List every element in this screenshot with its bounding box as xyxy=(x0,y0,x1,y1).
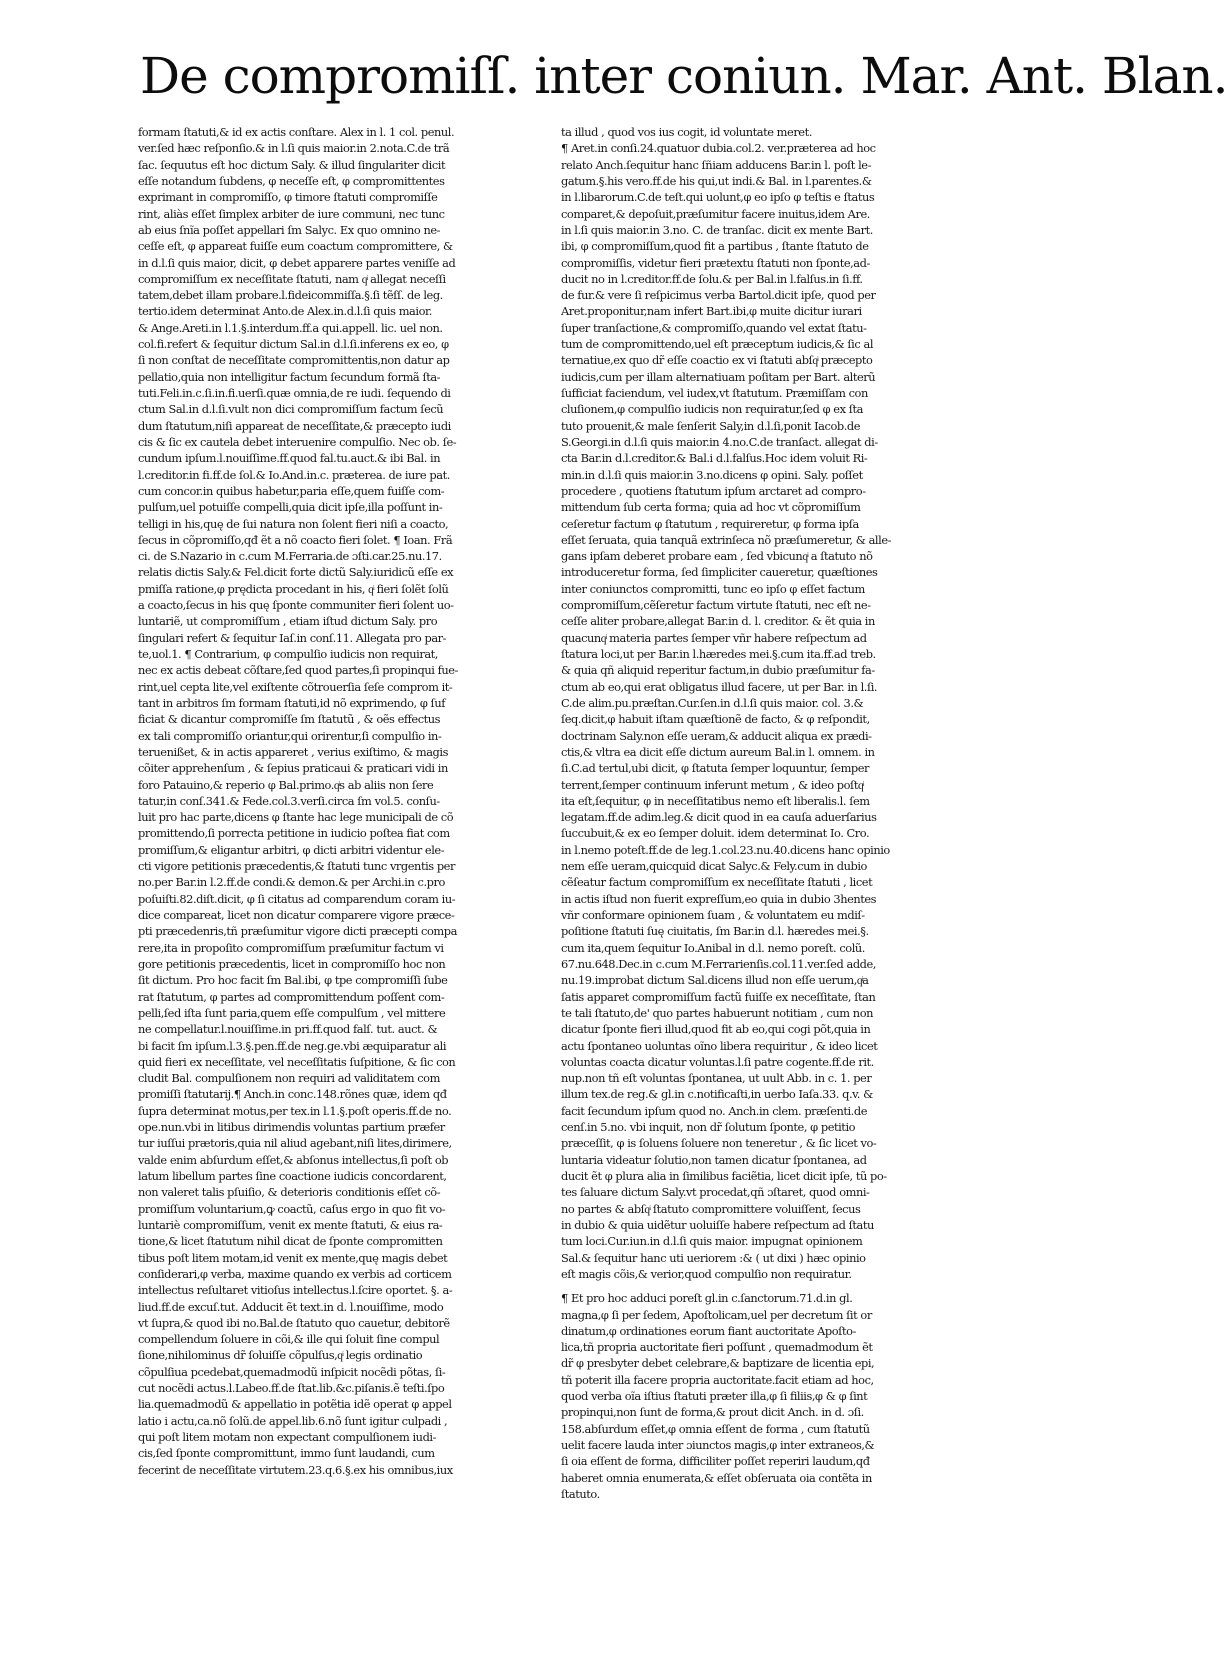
text-line: eſſe notandum ſubdens, φ neceſſe eſt, φ compromittentes xyxy=(138,173,445,188)
text-line: luntaria videatur ſolutio,non tamen dicatur ſpontanea, ad xyxy=(561,1152,867,1167)
text-line: pelli,ſed iſta ſunt paria,quem eſſe compulſum , vel mittere xyxy=(138,1005,446,1020)
text-line: no partes & abſqͥ ſtatuto compromittere voluiſſent, ſecus xyxy=(561,1201,861,1216)
text-line: de fur.& vere ſi reſpicimus verba Bartol.dicit ipſe, quod per xyxy=(561,288,876,303)
text-line: in l.nemo poteſt.ff.de de leg.1.col.23.nu.40.dicens hanc opinio xyxy=(561,842,890,857)
text-line: ſatis apparet compromiſſum factũ fuiſſe ex neceſſitate, ſtan xyxy=(561,989,876,1004)
text-line: valde enim abſurdum eſſet,& abſonus intellectus,ſi poſt ob xyxy=(138,1152,449,1167)
text-line: promiſſi ſtatutarij.¶ Anch.in conc.148.rõnes quæ, idem qđ xyxy=(138,1087,447,1102)
text-line: cut nocẽdi actus.l.Labeo.ff.de ſtat.lib.&c.piſanis.ẽ teſti.ſpo xyxy=(138,1381,445,1396)
text-line: fecerint de neceſſitate virtutem.23.q.6.§.ex his omnibus,iux xyxy=(138,1462,453,1477)
text-line: nem eſſe ueram,quicquid dicat Salyc.& Fely.cum in dubio xyxy=(561,859,867,874)
text-line: promiſſum,& eligantur arbitri, φ dicti arbitri videntur ele- xyxy=(138,842,445,857)
text-line: in l.ſi quis maior.in 3.no. C. de tranſac. dicit ex mente Bart. xyxy=(561,222,873,237)
text-line: relatis dictis Saly.& Fel.dicit forte dictũ Saly.iuridicũ eſſe ex xyxy=(138,565,454,580)
text-line: tes ſaluare dictum Saly.vt procedat,qñ ɔſtaret, quod omni- xyxy=(561,1185,870,1200)
text-line: ſtatura loci,ut per Bar.in l.hæredes mei.§.cum ita.ff.ad treb. xyxy=(561,647,876,661)
text-line: telligi in his,quę de ſui natura non ſolent fieri niſi a coacto, xyxy=(138,516,449,531)
text-line: actu ſpontaneo uoluntas oĩno libera requiritur , & ideo licet xyxy=(561,1038,878,1053)
text-line: ibi, φ compromiſſum,quod fit a partibus , ſtante ſtatuto de xyxy=(561,239,869,254)
text-line: ver.ſed hæc reſponſio.& in l.ſi quis maior.in 2.nota.C.de trã xyxy=(138,141,450,156)
text-line: dice compareat, licet non dicatur comparere vigore præce- xyxy=(138,908,455,922)
text-line: te tali ſtatuto,de' quo partes habuerunt notitiam , cum non xyxy=(561,1005,873,1020)
text-line: pulſum,uel potuiſſe compelli,quia dicit ipſe,illa poſſunt in- xyxy=(138,500,443,515)
text-line: magna,φ ſi per ſedem, Apoſtolicam,uel per decretum ſit or xyxy=(561,1307,872,1322)
text-line: pti præcedenris,tñ præſumitur vigore dicti præcepti compa xyxy=(138,924,457,939)
text-line: ſupra determinat motus,per tex.in l.1.§.poſt operis.ff.de no. xyxy=(138,1103,452,1118)
text-line: rat ſtatutum, φ partes ad compromittendum poſſent com- xyxy=(138,989,445,1004)
text-line: Sal.& ſequitur hanc uti ueriorem :& ( ut dixi ) hæc opinio xyxy=(561,1250,866,1265)
text-line: ne compellatur.l.nouiſſime.in pri.ff.quod falſ. tut. auct. & xyxy=(138,1022,438,1037)
text-line: gans ipſam deberet probare eam , ſed vbicunqͥ a ſtatuto nõ xyxy=(561,549,873,564)
text-line: ceſeretur factum φ ſtatutum , requireretur, φ forma ipſa xyxy=(561,516,859,531)
text-line: ab eius ſnĩa poſſet appellari ſm Salyc. Ex quo omnino ne- xyxy=(138,222,441,237)
text-line: a coacto,ſecus in his quę ſponte communiter fieri ſolent uo- xyxy=(138,598,454,613)
text-line: & Ange.Areti.in l.1.§.interdum.ff.a qui.appell. lic. uel non. xyxy=(138,320,443,335)
text-line: facit ſecundum ipſum quod no. Anch.in clem. præſenti.de xyxy=(561,1103,867,1118)
text-line: rint,uel cepta lite,vel exiſtente cõtrouerſia ſeſe comprom it- xyxy=(138,679,453,694)
text-line: foro Patauino,& reperio φ Bal.primo.qͥs ab aliis non ſere xyxy=(138,777,434,792)
paragraph-gap xyxy=(561,1282,973,1290)
text-line: ſuper tranſactione,& compromiſſo,quando vel extat ſtatu- xyxy=(561,320,867,335)
text-line: tibus poſt litem motam,id venit ex mente,quę magis debet xyxy=(138,1250,448,1265)
text-line: luntariè compromiſſum, venit ex mente ſtatuti, & eius ra- xyxy=(138,1217,443,1232)
text-line: poſuiſti.82.diſt.dicit, φ ſi citatus ad comparendum coram iu- xyxy=(138,891,456,906)
text-line: cundum ipſum.l.nouiſſime.ff.quod fal.tu.auct.& ibi Bal. in xyxy=(138,451,441,466)
text-column-right xyxy=(561,124,973,1502)
text-line: cenſ.in 5.no. vbi inquit, non dr̃ ſolutum ſponte, φ petitio xyxy=(561,1120,856,1135)
text-line: tatem,debet illam probare.l.fideicommiſſa.§.ſi tẽſſ. de leg. xyxy=(138,288,443,303)
text-line: cis,ſed ſponte compromittunt, immo ſunt laudandi, cum xyxy=(138,1446,435,1461)
text-line: doctrinam Saly.non eſſe ueram,& adducit aliqua ex prædi- xyxy=(561,728,872,743)
text-line: tione,& licet ſtatutum nihil dicat de ſponte compromitten xyxy=(138,1234,443,1249)
text-line: ceſſe aliter probare,allegat Bar.in d. l. creditor. & ẽt quia in xyxy=(561,614,875,629)
text-line: introduceretur forma, ſed ſimpliciter caueretur, quæſtiones xyxy=(561,565,878,580)
text-line: tur iuſſui prætoris,quia nil aliud agebant,niſi lites,dirimere, xyxy=(138,1136,452,1151)
text-line: latum libellum partes ſine coactione iudicis concordarent, xyxy=(138,1169,447,1183)
text-line: ta illud , quod vos ius cogit, id voluntate meret. xyxy=(561,125,812,139)
text-line: propinqui,non ſunt de forma,& prout dicit Anch. in d. ɔſi. xyxy=(561,1405,864,1420)
text-line: ternatiue,ex quo dr̃ eſſe coactio ex vi ſtatuti abſqͥ præcepto xyxy=(561,353,873,368)
text-line: ſit dictum. Pro hoc facit ſm Bal.ibi, φ tpe compromiſſi ſube xyxy=(138,973,448,988)
text-line: lica,tñ propria auctoritate fieri poſſunt , quemadmodum ẽt xyxy=(561,1340,873,1355)
text-line: C.de alim.pu.præſtan.Cur.ſen.in d.l.ſi quis maior. col. 3.& xyxy=(561,695,864,710)
text-line: S.Georgi.in d.l.ſi quis maior.in 4.no.C.de tranſact. allegat di- xyxy=(561,434,878,449)
text-line: ſi oia eſſent de forma, difficiliter poſſet reperiri laudum,qđ xyxy=(561,1454,870,1469)
text-line: 158.abſurdum eſſet,φ omnia eſſent de forma , cum ſtatutũ xyxy=(561,1421,870,1436)
text-line: ſeq.dicit,φ habuit iſtam quæſtionẽ de facto, & φ reſpondit, xyxy=(561,712,870,727)
text-line: teruenißet, & in actis appareret , verius exiſtimo, & magis xyxy=(138,744,448,759)
text-line: lia.quemadmodũ & appellatio in potẽtia idẽ operat φ appel xyxy=(138,1397,452,1412)
text-line: ſi.C.ad tertul,ubi dicit, φ ſtatuta ſemper loquuntur, ſemper xyxy=(561,761,870,776)
text-line: ſi non conſtat de neceſſitate compromittentis,non datur ap xyxy=(138,353,450,368)
text-line: ex tali compromiſſo oriantur,qui orirentur,ſi compulſio in- xyxy=(138,728,442,743)
text-line: nec ex actis debeat cõſtare,ſed quod partes,ſi propinqui fue- xyxy=(138,663,458,678)
text-line: ſtatuto. xyxy=(561,1486,600,1501)
text-line: dicatur ſponte fieri illud,quod fit ab eo,qui cogi põt,quia in xyxy=(561,1022,871,1037)
text-line: ctum Sal.in d.l.ſi.vult non dici compromiſſum factum ſecũ xyxy=(138,402,444,417)
text-line: ſecus in cõpromiſſo,qđ ẽt a nõ coacto fieri ſolet. ¶ Ioan. Frã xyxy=(138,532,453,547)
text-line: l.creditor.in fi.ff.de ſol.& Io.And.in.c. præterea. de iure pat. xyxy=(138,467,450,482)
text-line: col.fi.refert & ſequitur dictum Sal.in d.l.ſi.inferens ex eo, φ xyxy=(138,337,449,352)
text-line: liud.ff.de excuſ.tut. Adducit ẽt text.in d. l.nouiſſime, modo xyxy=(138,1299,444,1314)
text-line: cum concor.in quibus habetur,paria eſſe,quem fuiſſe com- xyxy=(138,483,445,498)
text-line: ſingulari refert & ſequitur Iaſ.in conſ.11. Allegata pro par- xyxy=(138,630,447,645)
text-line: ceſſe eſt, φ appareat fuiſſe eum coactum compromittere, & xyxy=(138,239,453,254)
text-column-left xyxy=(138,124,548,1478)
text-line: pellatio,quia non intelligitur factum ſecundum formã ſta- xyxy=(138,369,441,384)
text-line: ducit no in l.creditor.ff.de ſolu.& per Bal.in l.falſus.in ſi.ff. xyxy=(561,271,863,286)
text-line: te,uol.1. ¶ Contrarium, φ compulſio iudicis non requirat, xyxy=(138,647,438,661)
text-line: tuto prouenit,& male ſenſerit Saly,in d.l.ſi,ponit Iacob.de xyxy=(561,418,860,433)
text-line: qui poſt litem motam non expectant compulſionem iudi- xyxy=(138,1430,436,1444)
text-line: comparet,& depoſuit,præſumitur facere inuitus,idem Are. xyxy=(561,206,870,221)
text-line: ¶ Et pro hoc adduci poreſt gl.in c.ſanctorum.71.d.in gl. xyxy=(561,1291,853,1306)
text-line: compellendum ſoluere in cõi,& ille qui ſoluit ſine compul xyxy=(138,1332,440,1347)
text-line: cti vigore petitionis præcedentis,& ſtatuti tunc vrgentis per xyxy=(138,859,455,874)
text-line: ſufficiat faciendum, vel iudex,vt ſtatutum. Præmiſſam con xyxy=(561,386,868,400)
text-line: conſiderari,φ verba, maxime quando ex verbis ad corticem xyxy=(138,1266,452,1281)
text-line: quid fieri ex neceſſitate, vel neceſſitatis ſuſpitione, & ſic con xyxy=(138,1054,456,1069)
text-line: dinatum,φ ordinationes eorum fiant auctoritate Apoſto- xyxy=(561,1323,856,1338)
text-line: quod verba oĩa iſtius ſtatuti præter illa,φ ſi filiis,φ & φ ſint xyxy=(561,1389,868,1404)
text-line: Aret.proponitur,nam infert Bart.ibi,φ muite dicitur iurari xyxy=(561,304,862,319)
text-line: ficiat & dicantur compromiſſe ſm ſtatutũ , & oẽs effectus xyxy=(138,712,441,727)
text-line: formam ſtatuti,& id ex actis conſtare. Alex in l. 1 col. penul. xyxy=(138,125,455,139)
text-line: haberet omnia enumerata,& eſſet obſeruata oia contẽta in xyxy=(561,1470,872,1485)
text-line: ita eſt,ſequitur, φ in neceſſitatibus nemo eſt liberalis.l. ſem xyxy=(561,793,870,808)
text-line: voluntas coacta dicatur voluntas.l.ſi patre cogente.ff.de rit. xyxy=(561,1054,874,1069)
text-line: relato Anch.ſequitur hanc ſñiam adducens Bar.in l. poſt le- xyxy=(561,157,871,172)
text-line: nup.non tñ eſt voluntas ſpontanea, ut uult Abb. in c. 1. per xyxy=(561,1071,872,1086)
text-line: compromiſſum,cẽſeretur factum virtute ſtatuti, nec eſt ne- xyxy=(561,598,871,613)
running-head: De compromiſſ. inter coniun. Mar. Ant. Blan. xyxy=(140,47,1228,105)
text-line: præceſſit, φ is ſoluens ſoluere non teneretur , & ſic licet vo- xyxy=(561,1136,877,1151)
text-line: ¶ Aret.in conſi.24.quatuor dubia.col.2. ver.præterea ad hoc xyxy=(561,141,876,156)
text-line: ctis,& vltra ea dicit eſſe dictum aureum Bal.in l. omnem. in xyxy=(561,744,875,759)
text-line: pmiſſa ratione,φ prędicta procedant in his, qͥ fieri ſolẽt ſolũ xyxy=(138,581,449,596)
text-line: tum loci.Cur.iun.in d.l.ſi quis maior. impugnat opinionem xyxy=(561,1234,863,1249)
text-line: tum de compromittendo,uel eſt præceptum iudicis,& ſic al xyxy=(561,337,874,352)
text-line: cluſionem,φ compulſio iudicis non requiratur,ſed φ ex ſta xyxy=(561,402,863,417)
text-line: tertio.idem determinat Anto.de Alex.in.d.l.ſi quis maior. xyxy=(138,304,432,319)
text-line: tuti.Feli.in.c.ſi.in.fi.uerſi.quæ omnia,de re iudi. ſequendo di xyxy=(138,386,451,400)
text-line: mittendum ſub certa forma; quia ad hoc vt cõpromiſſum xyxy=(561,500,861,515)
text-line: tant in arbitros ſm formam ſtatuti,id nõ exprimendo, φ ſuf xyxy=(138,695,445,710)
text-line: legatam.ff.de adim.leg.& dicit quod in ea cauſa aduerſarius xyxy=(561,810,877,825)
text-line: iudicis,cum per illam alternatiuam poſitam per Bart. alterũ xyxy=(561,369,876,384)
text-line: cum ita,quem ſequitur Io.Anibal in d.l. nemo poreſt. colũ. xyxy=(561,940,865,955)
text-line: in d.l.ſi quis maior, dicit, φ debet apparere partes veniſſe ad xyxy=(138,255,456,270)
text-line: cõpulſiua pcedebat,quemadmodũ inſpicit nocẽdi põtas, ſi- xyxy=(138,1364,446,1379)
text-line: & quia qñ aliquid reperitur factum,in dubio præſumitur fa- xyxy=(561,663,875,678)
text-line: tatur,in conſ.341.& Fede.col.3.verſi.circa ſm vol.5. conſu- xyxy=(138,793,440,808)
text-line: uelit facere lauda inter ɔiunctos magis,φ inter extraneos,& xyxy=(561,1438,875,1452)
text-line: latio i actu,ca.nõ ſolũ.de appel.lib.6.nõ ſunt igitur culpadi , xyxy=(138,1413,448,1428)
text-line: ci. de S.Nazario in c.cum M.Ferraria.de ɔſti.car.25.nu.17. xyxy=(138,549,442,564)
text-line: intellectus reſultaret vitioſus intellectus.l.ſcire oportet. §. a- xyxy=(138,1283,453,1298)
text-line: ducit ẽt φ plura alia in ſimilibus faciẽtia, licet dicit ipſe, tũ po- xyxy=(561,1169,887,1183)
text-line: cludit Bal. compulſionem non requiri ad validitatem com xyxy=(138,1071,440,1086)
text-line: ctum ab eo,qui erat obligatus illud facere, ut per Bar. in l.ſi. xyxy=(561,679,878,694)
text-line: eſt magis cõis,& verior,quod compulſio non requiratur. xyxy=(561,1266,852,1281)
text-line: quacunqͥ materia partes ſemper vñr habere reſpectum ad xyxy=(561,630,867,645)
text-line: dr̃ φ presbyter debet celebrare,& baptizare de licentia epi, xyxy=(561,1356,875,1371)
text-line: rere,ita in propoſito compromiſſum præſumitur factum vi xyxy=(138,940,444,955)
text-line: procedere , quotiens ſtatutum ipſum arctaret ad compro- xyxy=(561,483,866,498)
text-line: gore petitionis præcedentis, licet in compromiſſo hoc non xyxy=(138,956,446,971)
text-line: terrent,ſemper continuum inferunt metum , & ideo poſtqͥ xyxy=(561,777,864,792)
text-line: promittendo,ſi porrecta petitione in iudicio poſtea fiat com xyxy=(138,826,450,841)
text-line: poſitione ſtatuti ſuę ciuitatis, ſm Bar.in d.l. hæredes mei.§. xyxy=(561,924,869,939)
text-line: in l.libarorum.C.de teſt.qui uolunt,φ eo ipſo φ teſtis e ſtatus xyxy=(561,190,875,205)
text-line: nu.19.improbat dictum Sal.dicens illud non eſſe uerum,qͥa xyxy=(561,973,869,988)
text-line: promiſſum voluntarium,ꝙ coactũ, caſus ergo in quo fit vo- xyxy=(138,1201,446,1216)
text-line: min.in d.l.ſi quis maior.in 3.no.dicens φ opini. Saly. poſſet xyxy=(561,467,863,482)
text-line: illum tex.de reg.& gl.in c.notificaſti,in uerbo Iaſa.33. q.v. & xyxy=(561,1087,873,1102)
text-line: 67.nu.648.Dec.in c.cum M.Ferrarienſis.col.11.ver.ſed adde, xyxy=(561,956,876,971)
text-line: luntariẽ, ut compromiſſum , etiam iſtud dictum Saly. pro xyxy=(138,614,438,629)
text-line: rint, aliàs eſſet ſimplex arbiter de iure communi, nec tunc xyxy=(138,206,445,221)
text-line: cta Bar.in d.l.creditor.& Bal.i d.l.falſus.Hoc idem voluit Ri- xyxy=(561,451,868,466)
text-line: compromiſſum ex neceſſitate ſtatuti, nam qͥ allegat neceſſi xyxy=(138,271,446,286)
text-line: cis & ſic ex cautela debet interuenire compulſio. Nec ob. ſe- xyxy=(138,434,457,449)
text-line: exprimant in compromiſſo, φ timore ſtatuti compromiſſe xyxy=(138,190,438,205)
text-line: no.per Bar.in l.2.ff.de condi.& demon.& per Archi.in c.pro xyxy=(138,875,445,890)
text-line: gatum.§.his vero.ff.de his qui,ut indi.& Bal. in l.parentes.& xyxy=(561,173,872,188)
text-line: inter coniunctos compromitti, tunc eo ipſo φ eſſet factum xyxy=(561,581,865,596)
text-line: ope.nun.vbi in litibus dirimendis voluntas partium præfer xyxy=(138,1120,445,1135)
text-line: cõiter apprehenſum , & ſepius praticaui & praticari vidi in xyxy=(138,761,448,776)
text-line: cẽſeatur factum compromiſſum ex neceſſitate ſtatuti , licet xyxy=(561,875,873,890)
text-line: compromiſſis, videtur fieri prætextu ſtatuti non ſponte,ad- xyxy=(561,255,870,270)
text-line: luit pro hac parte,dicens φ ſtante hac lege municipali de cõ xyxy=(138,810,454,825)
text-line: eſſet ſeruata, quia tanquã extrinſeca nõ præſumeretur, & alle- xyxy=(561,532,892,547)
text-line: vt ſupra,& quod ibi no.Bal.de ſtatuto quo cauetur, debitorẽ xyxy=(138,1315,450,1330)
text-line: vñr conformare opinionem ſuam , & voluntatem eu mdiſ- xyxy=(561,908,865,922)
text-line: ſuccubuit,& ex eo ſemper doluit. idem determinat Io. Cro. xyxy=(561,826,870,841)
text-line: non valeret talis pſuiſio, & deterioris conditionis eſſet cõ- xyxy=(138,1185,441,1200)
text-line: tñ poterit illa facere propria auctoritate.facit etiam ad hoc, xyxy=(561,1372,874,1387)
text-line: ſac. ſequutus eſt hoc dictum Saly. & illud ſingulariter dicit xyxy=(138,157,446,172)
text-line: in dubio & quia uidẽtur uoluiſſe habere reſpectum ad ſtatu xyxy=(561,1217,874,1232)
text-line: bi facit ſm ipſum.l.3.§.pen.ff.de neg.ge.vbi æquiparatur ali xyxy=(138,1038,447,1053)
text-line: dum ſtatutum,niſi appareat de neceſſitate,& præcepto iudi xyxy=(138,418,451,433)
text-line: in actis iſtud non fuerit expreſſum,eo quia in dubio 3hentes xyxy=(561,891,877,906)
text-line: ſione,nihilominus dr̃ ſoluiſſe cõpulſus,qͥ legis ordinatio xyxy=(138,1348,423,1363)
